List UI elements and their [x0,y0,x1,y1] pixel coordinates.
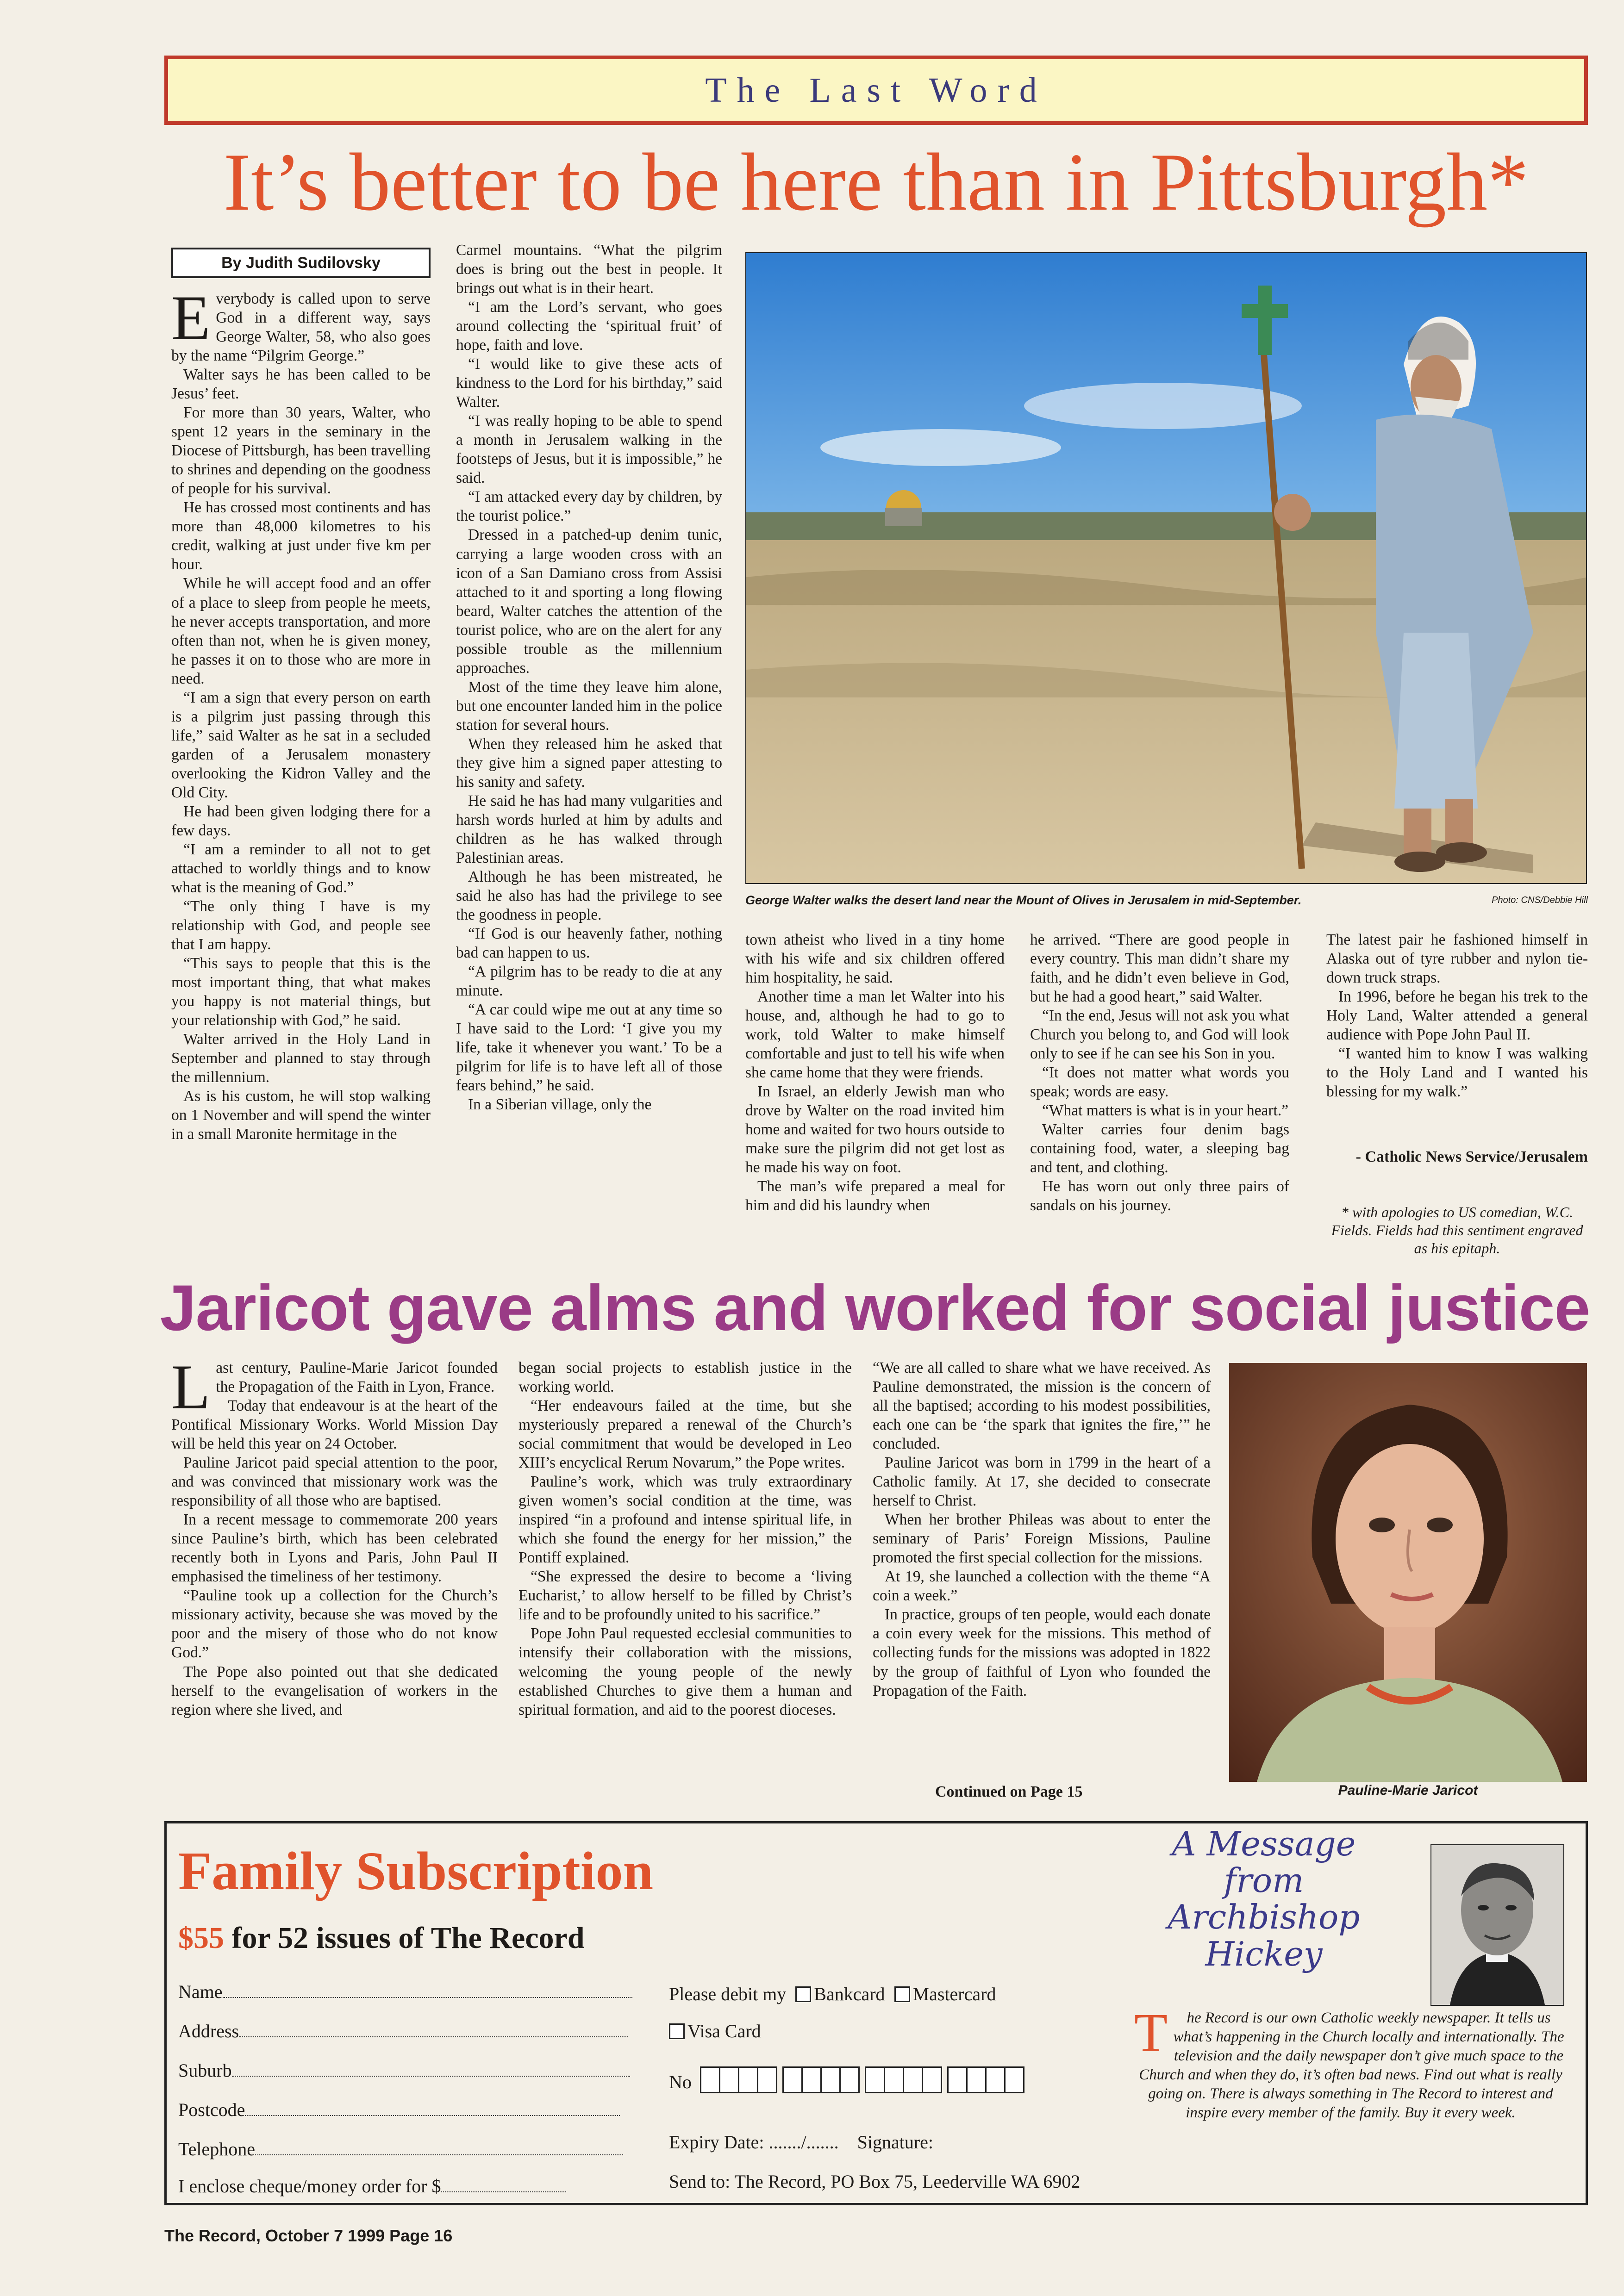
paragraph: ast century, Pauline-Marie Jaricot founded the Propagation of the Faith in Lyon, France. [216,1359,498,1396]
section-title: The Last Word [705,70,1047,110]
bankcard-label: Bankcard [814,1984,885,2004]
paragraph: The latest pair he fashioned himself in Alaska out of tyre rubber and nylon tie-down truck straps. [1326,931,1588,987]
paragraph: Walter arrived in the Holy Land in September and planned to stay through the millennium. [171,1031,431,1086]
paragraph: “Her endeavours failed at the time, but she mysteriously prepared a renewal of the Church’s social commitment that would be developed in Leo XIII’s encyclical Rerum Novarum,” the Pope writes. [518,1397,852,1472]
paragraph: “In the end, Jesus will not ask you what Church you belong to, and God will look only to see if he can see his Son in you. [1030,1007,1289,1063]
signature-label: Signature: [857,2132,934,2153]
telephone-label: Telephone [178,2139,256,2159]
paragraph: When her brother Phileas was about to enter the seminary of Paris’ Foreign Missions, Pauline promoted the first special collection for the missions. [873,1511,1211,1567]
paragraph: “I am the Lord’s servant, who goes around collecting the ‘spiritual fruit’ of hope, faith and love. [456,299,722,354]
paragraph: town atheist who lived in a tiny home with his wife and six children offered him hospitality, he said. [745,931,1005,987]
postcode-field[interactable] [178,2099,620,2121]
archbishop-message-text: he Record is our own Catholic weekly newspaper. It tells us what’s happening in the Church locally and internationally. The television and the daily newspaper don’t give much space to the Church and when they do, it’s often bad news. Find out what is really going on. There is always something in The Record to interest and inspire every member of the family. Buy it every week. [1139,2010,1564,2121]
debit-options [669,1983,996,2005]
paragraph: Pauline Jaricot was born in 1799 in the heart of a Catholic family. At 17, she decided to consecrate herself to Christ. [873,1454,1211,1510]
article1-column-4 [1030,930,1289,1263]
article1-column-2 [456,241,722,1263]
debit-label: Please debit my [669,1984,787,2004]
paragraph: “A car could wipe me out at any time so I have said to the Lord: ‘I give you my life, take it whenever you want.’ To be a pilgrim for life is to have left all of those fears behind,” he said. [456,1001,722,1095]
paragraph: Walter says he has been called to be Jesus’ feet. [171,366,431,403]
paragraph: In Israel, an elderly Jewish man who drove by Walter on the road invited him home and waited for two hours outside to make sure the pilgrim did not get lost as he made his way on foot. [745,1083,1005,1176]
article2-column-2 [518,1358,852,1810]
article1-column-5 [1326,930,1588,1148]
paragraph: Walter carries four denim bags containing food, water, a sleeping bag and tent, and clothing. [1030,1121,1289,1176]
paragraph: In 1996, before he began his trek to the Holy Land, Walter attended a general audience with Pope John Paul II. [1326,988,1588,1044]
postcode-label: Postcode [178,2099,245,2120]
visa-option [669,2020,761,2042]
paragraph: Carmel mountains. “What the pilgrim does is bring out the best in people. It brings out what is in their heart. [456,242,722,297]
article1-column-3 [745,930,1005,1263]
paragraph: Another time a man let Walter into his house, and, although he had to go to work, told Walter to make himself comfortable and just to tell his wife when she came home that they were friends. [745,988,1005,1082]
mastercard-label: Mastercard [912,1984,996,2004]
article2-column-3 [873,1358,1211,1777]
name-field[interactable] [178,1981,632,2003]
paragraph: The Pope also pointed out that she dedicated herself to the evangelisation of workers in the region where she lived, and [171,1663,498,1718]
subscription-offer [178,1921,585,1956]
paragraph: Most of the time they leave him alone, but one encounter landed him in the police station for several hours. [456,678,722,734]
card-number-label: No [669,2072,692,2092]
pilgrim-photo [745,252,1587,884]
article2-headline: Jaricot gave alms and worked for social justice [160,1271,1590,1344]
mastercard-checkbox[interactable] [894,1986,910,2002]
paragraph: He has crossed most continents and has more than 48,000 kilometres to his credit, walking at just under five km per hour. [171,499,431,573]
paragraph: “This says to people that this is the most important thing, that what makes you happy is not material things, but your relationship with God,” he said. [171,955,431,1029]
archbishop-heading [1102,1826,1426,1972]
paragraph: “I was really hoping to be able to spend a month in Jerusalem walking in the footsteps of Jesus, but it is impossible,” he said. [456,412,722,487]
paragraph: “A pilgrim has to be ready to die at any minute. [456,963,722,1000]
card-number-input[interactable] [701,2066,1024,2093]
paragraph: “The only thing I have is my relationship with God, and people see that I am happy. [171,898,431,953]
subscription-price: $55 [178,1921,224,1955]
article2-dropcap: L [171,1358,211,1422]
paragraph: He has worn out only three pairs of sandals on his journey. [1030,1178,1289,1214]
jaricot-portrait-caption: Pauline-Marie Jaricot [1338,1783,1478,1798]
pilgrim-photo-credit: Photo: CNS/Debbie Hill [1492,895,1588,905]
paragraph: Dressed in a patched-up denim tunic, carrying a large wooden cross with an icon of a San Damiano cross from Assisi attached to it and sporting a long flowing beard, Walter catches the attention of the tourist police, who are on the alert for any possible trouble as the millennium approaches. [456,526,722,677]
paragraph: When they released him he asked that they give him a signed paper attesting to his sanity and safety. [456,735,722,790]
paragraph: “I am a reminder to all not to get attached to worldly things and to know what is the meaning of God.” [171,840,431,896]
paragraph: He said he has had many vulgarities and harsh words hurled at him by adults and children as he has walked through Palestinian areas. [456,792,722,866]
paragraph: began social projects to establish justice in the working world. [518,1359,852,1396]
expiry-field[interactable] [669,2131,933,2153]
name-label: Name [178,1981,223,2002]
paragraph: “What matters is what is in your heart.” [1042,1102,1289,1120]
jaricot-portrait [1229,1363,1587,1782]
paragraph: For more than 30 years, Walter, who spent 12 years in the seminary in the Diocese of Pittsburgh, has been travelling to shrines and depending on the goodness of people for his survival. [171,404,431,498]
address-field[interactable] [178,2020,628,2042]
paragraph: “It does not matter what words you speak; words are easy. [1030,1064,1289,1101]
paragraph: “She expressed the desire to become a ‘living Eucharist,’ to allow herself to be filled by Christ’s life and to be profoundly united to his sacrifice.” [518,1568,852,1624]
paragraph: “Pauline took up a collection for the Church’s missionary activity, because she was moved by the poor and the misery of those who do not know God.” [171,1587,498,1661]
paragraph: Pauline Jaricot paid special attention to the poor, and was convinced that missionary work was the responsibility of all those who are baptised. [171,1454,498,1510]
telephone-field[interactable] [178,2138,623,2160]
paragraph: “We are all called to share what we have received. As Pauline demonstrated, the mission is the concern of all the baptised; according to his modest possibilities, each one can be ‘the spark that ignites the fire,’” he concluded. [873,1359,1211,1453]
article1-byline: By Judith Sudilovsky [171,248,431,278]
cheque-label: I enclose cheque/money order for $ [178,2176,441,2196]
bankcard-checkbox[interactable] [795,1986,811,2002]
address-label: Address [178,2021,239,2041]
paragraph: verybody is called upon to serve God in a different way, says George Walter, 58, who also goes by the name “Pilgrim George.” [171,290,431,365]
paragraph: At 19, she launched a collection with the theme “A coin a week.” [873,1568,1211,1605]
paragraph: “I wanted him to know I was walking to the Holy Land and I wanted his blessing for my walk.” [1326,1045,1588,1101]
paragraph: Pope John Paul requested ecclesial communities to intensify their collaboration with the missions, welcoming the young people of the newly established Churches to give them a human and spiritual formation, and aid to the poorest dioceses. [518,1625,852,1718]
paragraph: Today that endeavour is at the heart of the Pontifical Missionary Works. World Mission Day will be held this year on 24 October. [171,1397,498,1453]
suburb-label: Suburb [178,2060,232,2081]
paragraph: In a Siberian village, only the [468,1096,652,1114]
section-header [164,56,1588,125]
paragraph: “I am attacked every day by children, by the tourist police.” [456,488,722,525]
paragraph: “I am a sign that every person on earth is a pilgrim just passing through this life,” said Walter as he sat in a secluded garden of a Jerusalem monastery overlooking the Kidron Valley and the Old City. [171,689,431,801]
paragraph: In a recent message to commemorate 200 years since Pauline’s birth, which has been celebrated recently both in Lyons and Paris, John Paul II emphasised the timeliness of her testimony. [171,1511,498,1586]
expiry-label: Expiry Date: ......./....... [669,2132,839,2153]
paragraph: “If God is our heavenly father, nothing bad can happen to us. [456,925,722,962]
article1-dropcap: E [171,289,211,353]
paragraph: he arrived. “There are good people in every country. This man didn’t share my faith, and he didn’t even believe in God, but he had a good heart,” said Walter. [1030,931,1289,1006]
pilgrim-photo-caption: George Walter walks the desert land near the Mount of Olives in Jerusalem in mid-September. [745,893,1302,907]
paragraph: He had been given lodging there for a few days. [171,803,431,839]
archbishop-photo [1430,1844,1564,2006]
paragraph: The man’s wife prepared a meal for him and did his laundry when [745,1178,1005,1214]
article1-source: - Catholic News Service/Jerusalem [1355,1148,1588,1165]
continued-note[interactable]: Continued on Page 15 [935,1783,1083,1800]
archbishop-heading-line4: Hickey [1205,1934,1323,1973]
subscription-title: Family Subscription [178,1841,654,1901]
article1-headline: It’s better to be here than in Pittsburgh* [223,136,1529,228]
paragraph: Pauline’s work, which was truly extraordinary given women’s social condition at the time, was inspired “in a profound and intense spiritual life, in which she found the energy for her mission,” the Pontiff explained. [518,1473,852,1567]
subscription-price-text: for 52 issues of The Record [231,1921,585,1955]
suburb-field[interactable] [178,2060,630,2081]
paragraph: As is his custom, he will stop walking on 1 November and will spend the winter in a small Maronite hermitage in the [171,1088,431,1143]
archbishop-message [1134,2002,1567,2122]
archbishop-heading-line2: from [1224,1861,1304,1900]
article1-column-1 [171,289,431,1261]
paragraph: Although he has been mistreated, he said he also has had the privilege to see the goodness in people. [456,868,722,924]
paragraph: “I would like to give these acts of kindness to the Lord for his birthday,” said Walter. [456,355,722,411]
archbishop-heading-line3: Archbishop [1168,1898,1360,1937]
paragraph: While he will accept food and an offer of a place to sleep from people he meets, he never accepts transportation, and more often than not, when he is given money, he passes it on to those who are more in need. [171,575,431,687]
cheque-field[interactable] [178,2175,566,2197]
send-to-address: Send to: The Record, PO Box 75, Leederville WA 6902 [669,2171,1081,2192]
visa-label: Visa Card [687,2021,761,2041]
article2-column-1 [171,1358,498,1810]
article1-footnote: * with apologies to US comedian, W.C. Fields. Fields had this sentiment engraved as his epitaph. [1331,1204,1583,1257]
archbishop-dropcap: T [1134,2002,1168,2063]
paragraph: In practice, groups of ten people, would each donate a coin every week for the missions. This method of collecting funds for the missions was adopted in 1822 by the group of faithful of Lyon who founded the Propagation of the Faith. [873,1606,1211,1699]
visa-checkbox[interactable] [669,2023,685,2039]
archbishop-heading-line1: A Message [1172,1824,1356,1863]
page-footer: The Record, October 7 1999 Page 16 [164,2226,453,2245]
